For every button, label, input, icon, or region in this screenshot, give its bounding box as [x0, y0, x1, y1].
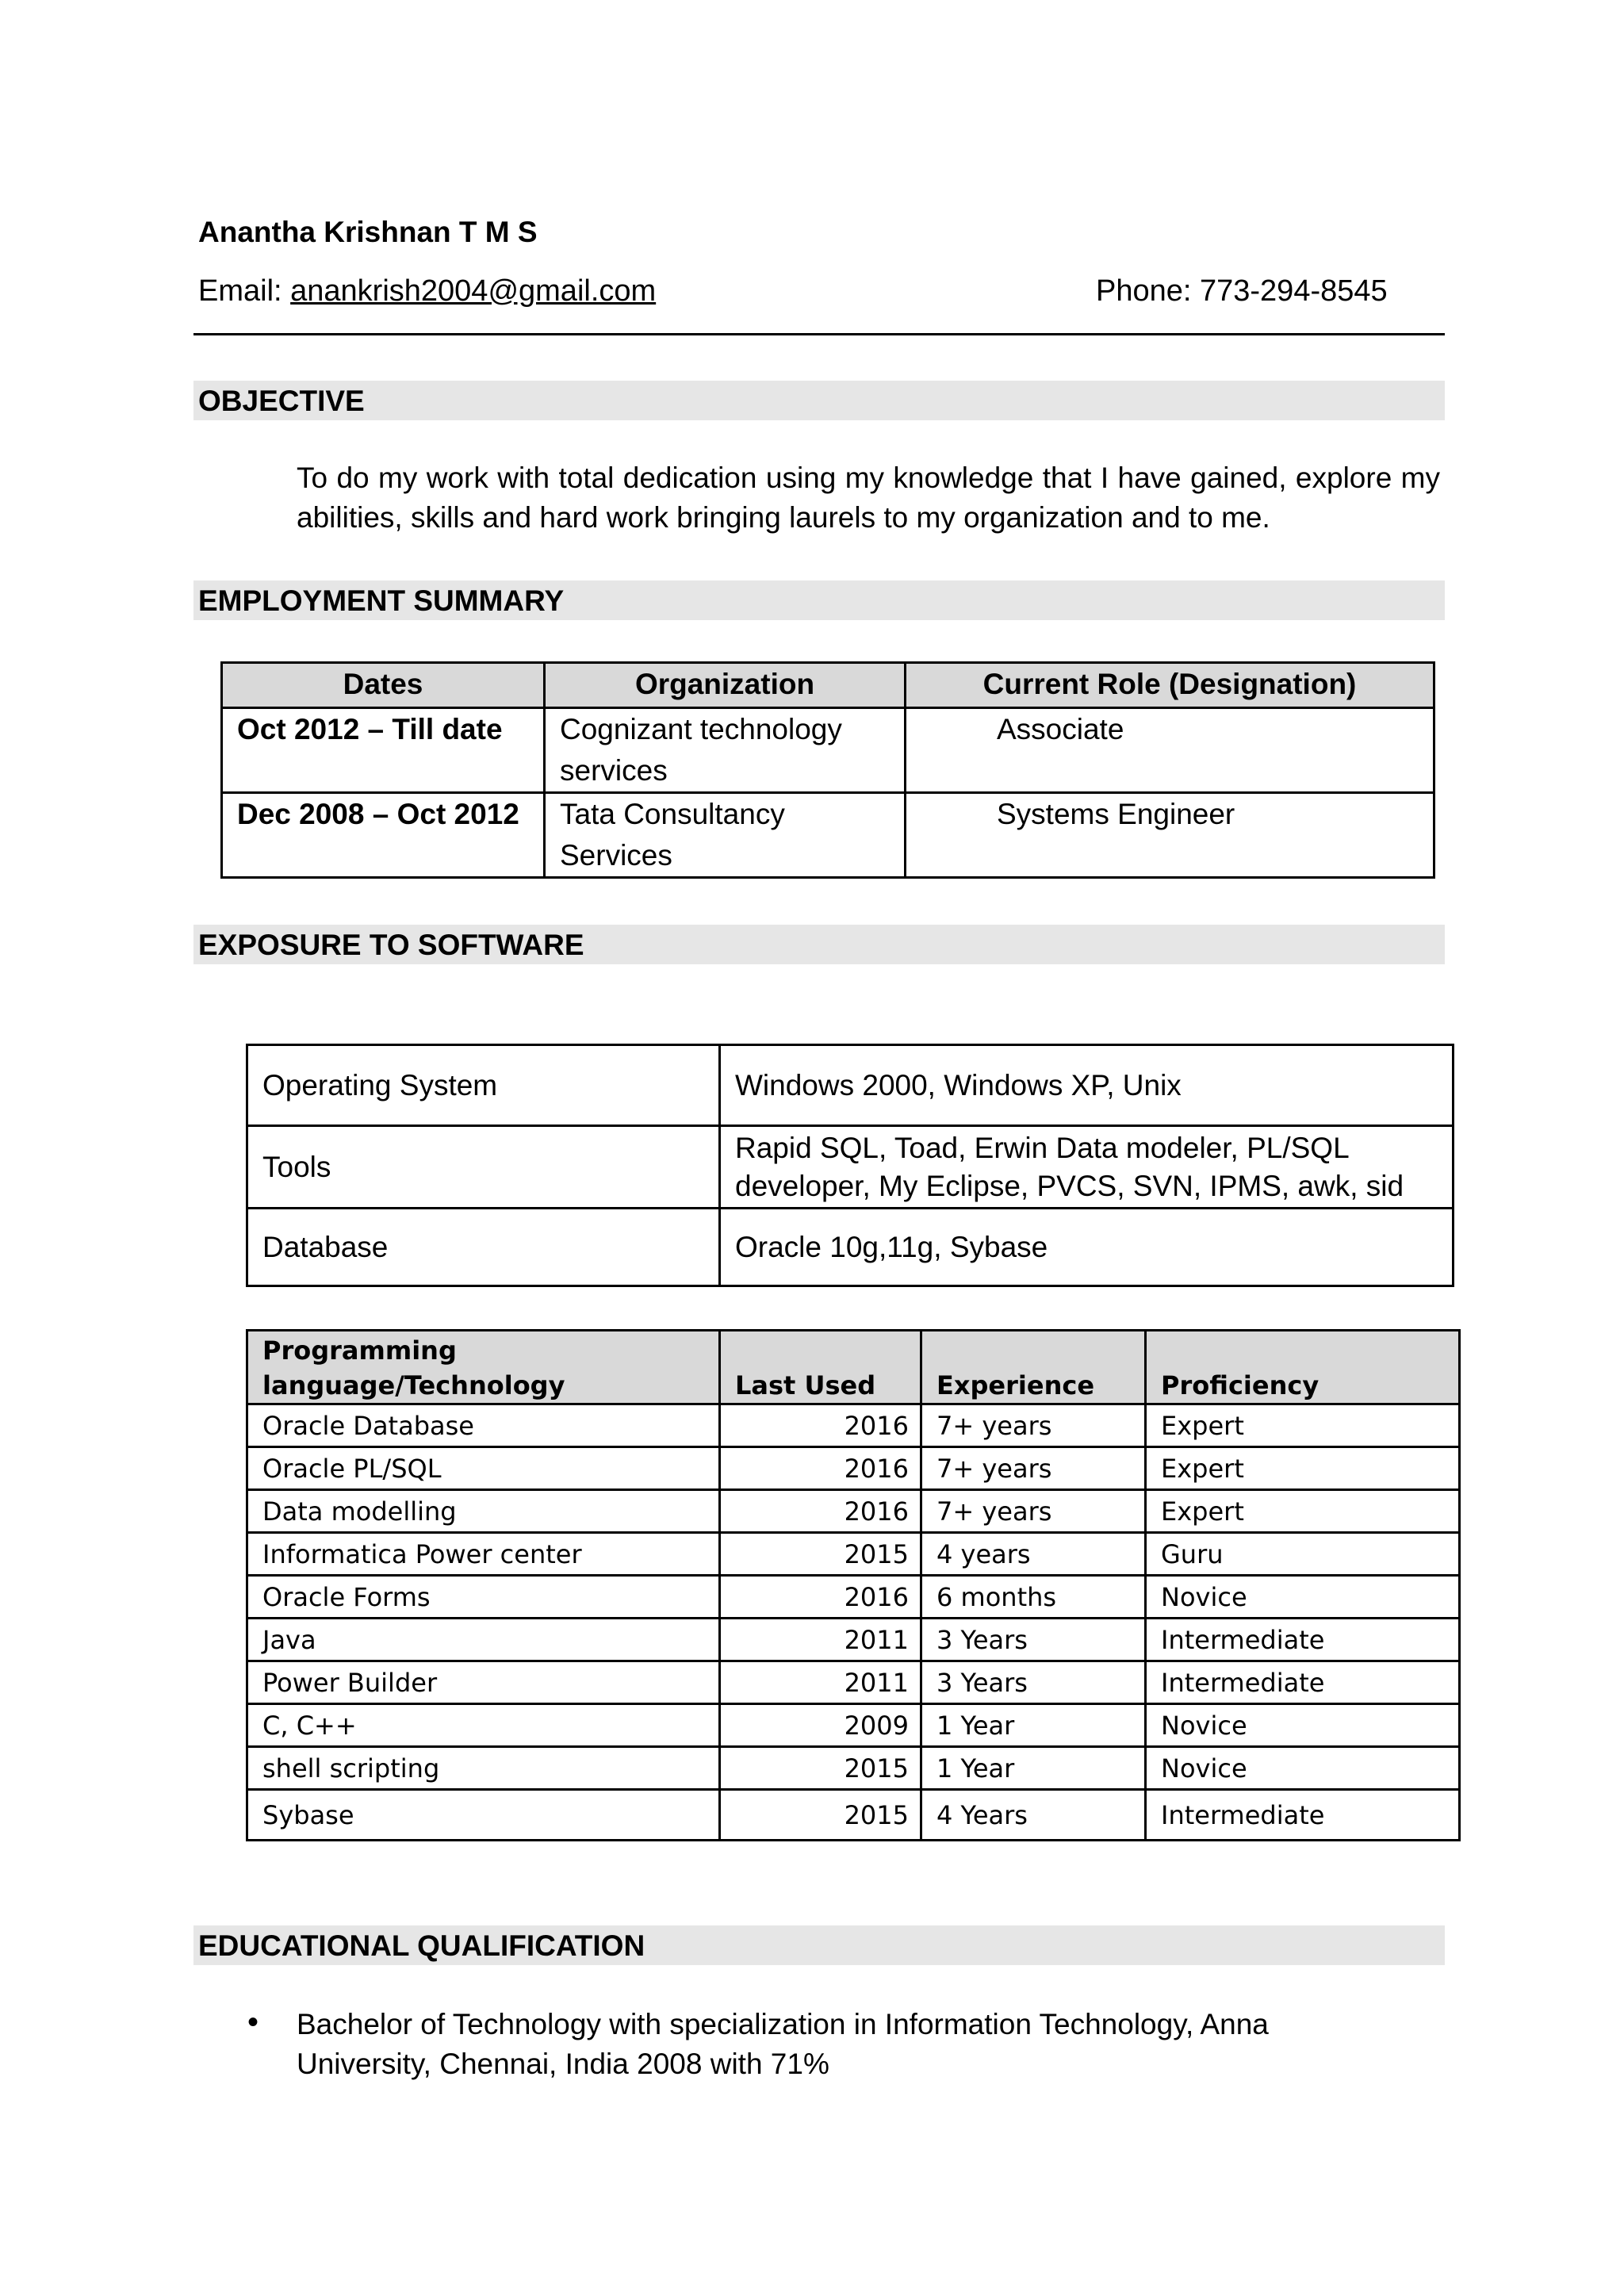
education-item: Bachelor of Technology with specialization in Information Technology, Anna University, Chennai, India 2008 with 71% [297, 2008, 1269, 2080]
technology-cell: Oracle Database [247, 1404, 720, 1447]
software-list: Windows 2000, Windows XP, Unix [720, 1045, 1454, 1126]
proficiency-cell: Intermediate [1146, 1790, 1460, 1841]
last-used-cell: 2016 [720, 1447, 921, 1490]
employment-heading: EMPLOYMENT SUMMARY [193, 580, 1445, 620]
table-row [247, 1747, 1460, 1790]
table-row [247, 1447, 1460, 1490]
software-list: Rapid SQL, Toad, Erwin Data modeler, PL/SQL developer, My Eclipse, PVCS, SVN, IPMS, awk, sid [720, 1126, 1454, 1209]
column-header: Proficiency [1146, 1331, 1460, 1404]
proficiency-cell: Intermediate [1146, 1661, 1460, 1704]
experience-cell: 3 Years [921, 1661, 1146, 1704]
programming-table [246, 1329, 1461, 1841]
experience-cell: 4 years [921, 1533, 1146, 1576]
technology-cell: Data modelling [247, 1490, 720, 1533]
experience-cell: 7+ years [921, 1490, 1146, 1533]
email-link[interactable]: anankrish2004@gmail.com [290, 274, 657, 308]
column-header: Current Role (Designation) [906, 663, 1434, 708]
column-header: Last Used [720, 1331, 921, 1404]
experience-cell: 1 Year [921, 1704, 1146, 1747]
software-category: Operating System [247, 1045, 720, 1126]
last-used-cell: 2009 [720, 1704, 921, 1747]
experience-cell: 4 Years [921, 1790, 1146, 1841]
objective-heading: OBJECTIVE [193, 381, 1445, 420]
bullet-icon: • [247, 2005, 259, 2040]
software-category: Database [247, 1209, 720, 1286]
employment-dates: Oct 2012 – Till date [222, 708, 545, 793]
proficiency-cell: Expert [1146, 1447, 1460, 1490]
proficiency-cell: Intermediate [1146, 1619, 1460, 1661]
experience-cell: 3 Years [921, 1619, 1146, 1661]
technology-cell: C, C++ [247, 1704, 720, 1747]
technology-cell: Power Builder [247, 1661, 720, 1704]
table-row [247, 1790, 1460, 1841]
technology-cell: Oracle PL/SQL [247, 1447, 720, 1490]
email-label: Email: [198, 274, 282, 308]
technology-cell: Oracle Forms [247, 1576, 720, 1619]
experience-cell: 7+ years [921, 1447, 1146, 1490]
column-header: Organization [545, 663, 906, 708]
software-category: Tools [247, 1126, 720, 1209]
table-row [247, 1126, 1454, 1209]
experience-cell: 6 months [921, 1576, 1146, 1619]
column-header: Programming language/Technology [247, 1331, 720, 1404]
technology-cell: Java [247, 1619, 720, 1661]
table-row [247, 1209, 1454, 1286]
table-row [247, 1045, 1454, 1126]
education-heading: EDUCATIONAL QUALIFICATION [193, 1925, 1445, 1965]
last-used-cell: 2015 [720, 1790, 921, 1841]
employment-dates: Dec 2008 – Oct 2012 [222, 793, 545, 878]
technology-cell: shell scripting [247, 1747, 720, 1790]
proficiency-cell: Guru [1146, 1533, 1460, 1576]
proficiency-cell: Novice [1146, 1747, 1460, 1790]
table-row [222, 793, 1434, 878]
table-row [247, 1576, 1460, 1619]
employment-organization: Cognizant technology services [545, 708, 906, 793]
header-divider [193, 333, 1445, 335]
email-line [198, 274, 656, 308]
last-used-cell: 2011 [720, 1619, 921, 1661]
column-header: Experience [921, 1331, 1146, 1404]
table-header-row [222, 663, 1434, 708]
last-used-cell: 2016 [720, 1576, 921, 1619]
employment-table [220, 661, 1435, 879]
table-header-row [247, 1331, 1460, 1404]
candidate-name: Anantha Krishnan T M S [198, 216, 538, 248]
last-used-cell: 2016 [720, 1404, 921, 1447]
employment-role: Associate [906, 708, 1434, 793]
proficiency-cell: Novice [1146, 1576, 1460, 1619]
software-table [246, 1044, 1454, 1287]
proficiency-cell: Expert [1146, 1490, 1460, 1533]
employment-organization: Tata Consultancy Services [545, 793, 906, 878]
table-row [247, 1704, 1460, 1747]
technology-cell: Informatica Power center [247, 1533, 720, 1576]
table-row [247, 1490, 1460, 1533]
column-header: Dates [222, 663, 545, 708]
experience-cell: 7+ years [921, 1404, 1146, 1447]
last-used-cell: 2011 [720, 1661, 921, 1704]
table-row [247, 1619, 1460, 1661]
experience-cell: 1 Year [921, 1747, 1146, 1790]
last-used-cell: 2016 [720, 1490, 921, 1533]
technology-cell: Sybase [247, 1790, 720, 1841]
employment-role: Systems Engineer [906, 793, 1434, 878]
objective-text: To do my work with total dedication using my knowledge that I have gained, explore my abilities, skills and hard work bringing laurels to my organization and to me. [297, 462, 1440, 534]
last-used-cell: 2015 [720, 1747, 921, 1790]
software-heading: EXPOSURE TO SOFTWARE [193, 925, 1445, 964]
table-row [247, 1661, 1460, 1704]
table-row [247, 1404, 1460, 1447]
last-used-cell: 2015 [720, 1533, 921, 1576]
phone-number: Phone: 773-294-8545 [1096, 274, 1388, 308]
proficiency-cell: Novice [1146, 1704, 1460, 1747]
proficiency-cell: Expert [1146, 1404, 1460, 1447]
software-list: Oracle 10g,11g, Sybase [720, 1209, 1454, 1286]
table-row [222, 708, 1434, 793]
table-row [247, 1533, 1460, 1576]
